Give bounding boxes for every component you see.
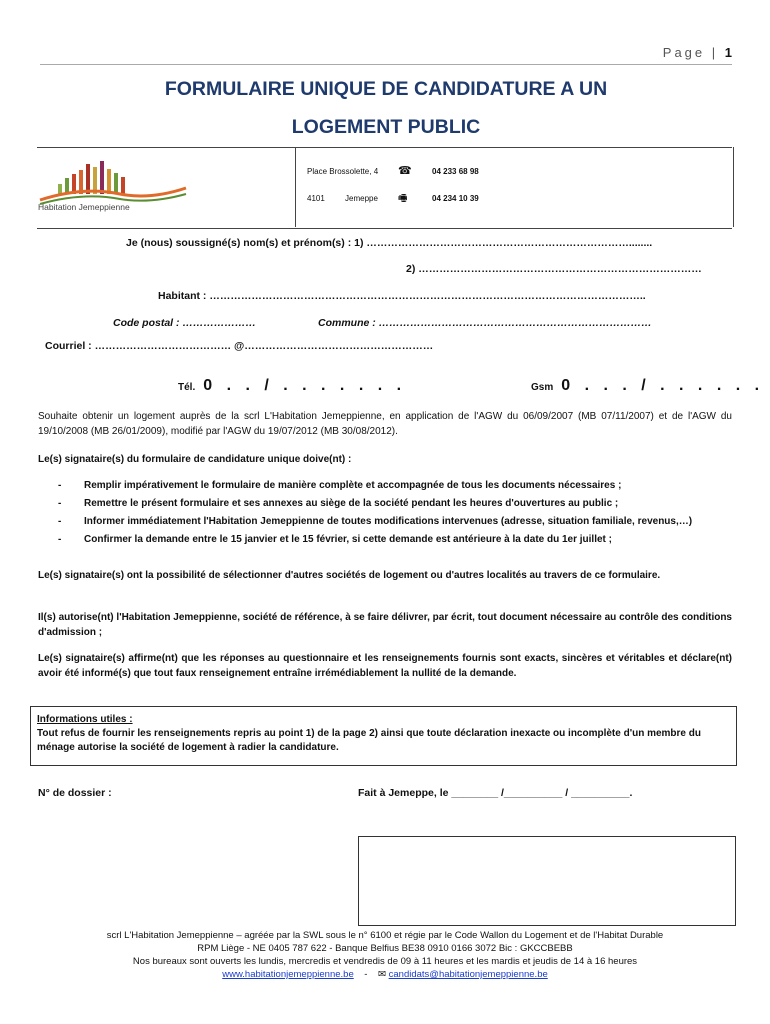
gsm-label: Gsm <box>531 382 554 393</box>
obligations-list <box>58 478 732 550</box>
gsm-value: 0 . . . / . . . . . . <box>561 377 765 394</box>
postal-code-field[interactable]: Code postal : ………………… <box>113 317 256 329</box>
page-label: Page <box>662 45 706 60</box>
list-item: - Remettre le présent formulaire et ses annexes au siège de la société pendant les heures d'ouvertures au public ; <box>58 498 619 509</box>
info-text: Tout refus de fournir les renseignements repris au point 1) de la page 2) ainsi que toute déclaration inexacte ou incomplète d'un membre du ménage autorise la société de logement à radier la candidature. <box>37 728 701 753</box>
page-value: 1 <box>724 45 732 60</box>
footer-links <box>38 968 732 981</box>
tel-field[interactable] <box>178 377 406 395</box>
paragraph-authorization: Il(s) autorise(nt) l'Habitation Jemeppienne, société de référence, à se faire délivrer, par écrit, tout document nécessaire au contrôle des conditions d'admission ; <box>38 612 732 638</box>
name-field-2[interactable]: 2) ……………………………………………………………………… <box>406 263 702 275</box>
obligation-text: Remettre le présent formulaire et ses annexes au siège de la société pendant les heures d'ouvertures au public ; <box>84 498 619 509</box>
email-field[interactable]: Courriel : ………………………………… @……………………………………………… <box>45 340 434 352</box>
paragraph-affirmation: Le(s) signataire(s) affirme(nt) que les réponses au questionnaire et les renseignements fournis sont exacts, sincères et véritables et déclare(nt) avoir été informé(s) que tout faux renseignement entraîne irrémédiablement la nullité de la demande. <box>38 653 732 679</box>
footer-separator: - <box>364 969 368 980</box>
intro-paragraph: Souhaite obtenir un logement auprès de la scrl L'Habitation Jemeppienne, en application de l'AGW du 06/09/2007 (MB 07/11/2007) et de l'AGW du 19/10/2008 (MB 26/01/2009), modifié par l'AGW du 19/07/2012 (MB 30/08/2012). <box>38 411 732 437</box>
website-link[interactable]: www.habitationjemeppienne.be <box>222 969 354 980</box>
address-city: Jemeppe <box>345 194 378 203</box>
tel-label: Tél. <box>178 382 196 393</box>
list-item: - Confirmer la demande entre le 15 janvier et le 15 février, si cette demande est antérieure à la date du 1er juillet ; <box>58 534 612 545</box>
address-phone: 04 233 68 98 <box>432 167 479 176</box>
address-fax: 04 234 10 39 <box>432 194 479 203</box>
paragraph-selection: Le(s) signataire(s) ont la possibilité de sélectionner d'autres sociétés de logement ou d'autres localités au travers de ce formulaire. <box>38 570 661 581</box>
page-number: Page | 1 <box>662 45 732 60</box>
list-item: - Informer immédiatement l'Habitation Jemeppienne de toutes modifications intervenues (adresse, situation familiale, revenus,…) <box>58 516 693 527</box>
footer-line-3: Nos bureaux sont ouverts les lundis, mercredis et vendredis de 09 à 11 heures et les mardis et jeudis de 14 à 16 heures <box>132 956 638 967</box>
top-rule <box>40 64 732 65</box>
obligation-text: Informer immédiatement l'Habitation Jemeppienne de toutes modifications intervenues (adresse, situation familiale, revenus,…) <box>84 516 693 527</box>
footer-line-1: scrl L'Habitation Jemeppienne – agréée par la SWL sous le n° 6100 et régie par le Code Wallon du Logement et de l'Habitat Durable <box>106 930 664 941</box>
mail-icon: ✉ <box>378 969 386 980</box>
fax-icon: 🖷 <box>398 193 408 204</box>
obligations-heading: Le(s) signataire(s) du formulaire de candidature unique doive(nt) : <box>38 454 352 465</box>
obligation-text: Remplir impérativement le formulaire de manière complète et accompagnée de tous les documents nécessaires ; <box>84 480 622 491</box>
address-box <box>295 147 734 227</box>
tel-value: 0 . . / . . . . . . . <box>203 377 407 394</box>
dossier-number-field[interactable]: N° de dossier : <box>38 787 112 799</box>
date-place-field[interactable]: Fait à Jemeppe, le ________ /__________ / __________. <box>358 787 633 799</box>
page-title-line-1: FORMULAIRE UNIQUE DE CANDIDATURE A UN <box>164 78 608 100</box>
name-field-1[interactable]: Je (nous) soussigné(s) nom(s) et prénom(s) : 1) …………………………………………………………………........ <box>126 237 653 249</box>
footer-line-2: RPM Liège - NE 0405 787 622 - Banque Belfius BE38 0910 0166 3072 Bic : GKCCBEBB <box>197 943 573 954</box>
gsm-field[interactable] <box>531 377 764 395</box>
phone-icon: ☎ <box>398 165 412 177</box>
page-title-line-2: LOGEMENT PUBLIC <box>291 116 481 138</box>
info-heading: Informations utiles : <box>37 714 133 725</box>
email-link[interactable]: candidats@habitationjemeppienne.be <box>388 969 548 980</box>
address-postcode: 4101 <box>307 194 325 203</box>
logo-caption: Habitation Jemeppienne <box>38 202 130 212</box>
signature-box[interactable] <box>358 836 736 926</box>
list-item: - Remplir impérativement le formulaire de manière complète et accompagnée de tous les documents nécessaires ; <box>58 480 622 491</box>
commune-field[interactable]: Commune : …………………………………………………………………… <box>318 317 652 329</box>
address-street: Place Brossolette, 4 <box>307 167 379 176</box>
habitant-field[interactable]: Habitant : …………………………………………………………………………………………………………….. <box>158 290 646 302</box>
obligation-text: Confirmer la demande entre le 15 janvier et le 15 février, si cette demande est antérieure à la date du 1er juillet ; <box>84 534 612 545</box>
info-content <box>37 713 727 755</box>
